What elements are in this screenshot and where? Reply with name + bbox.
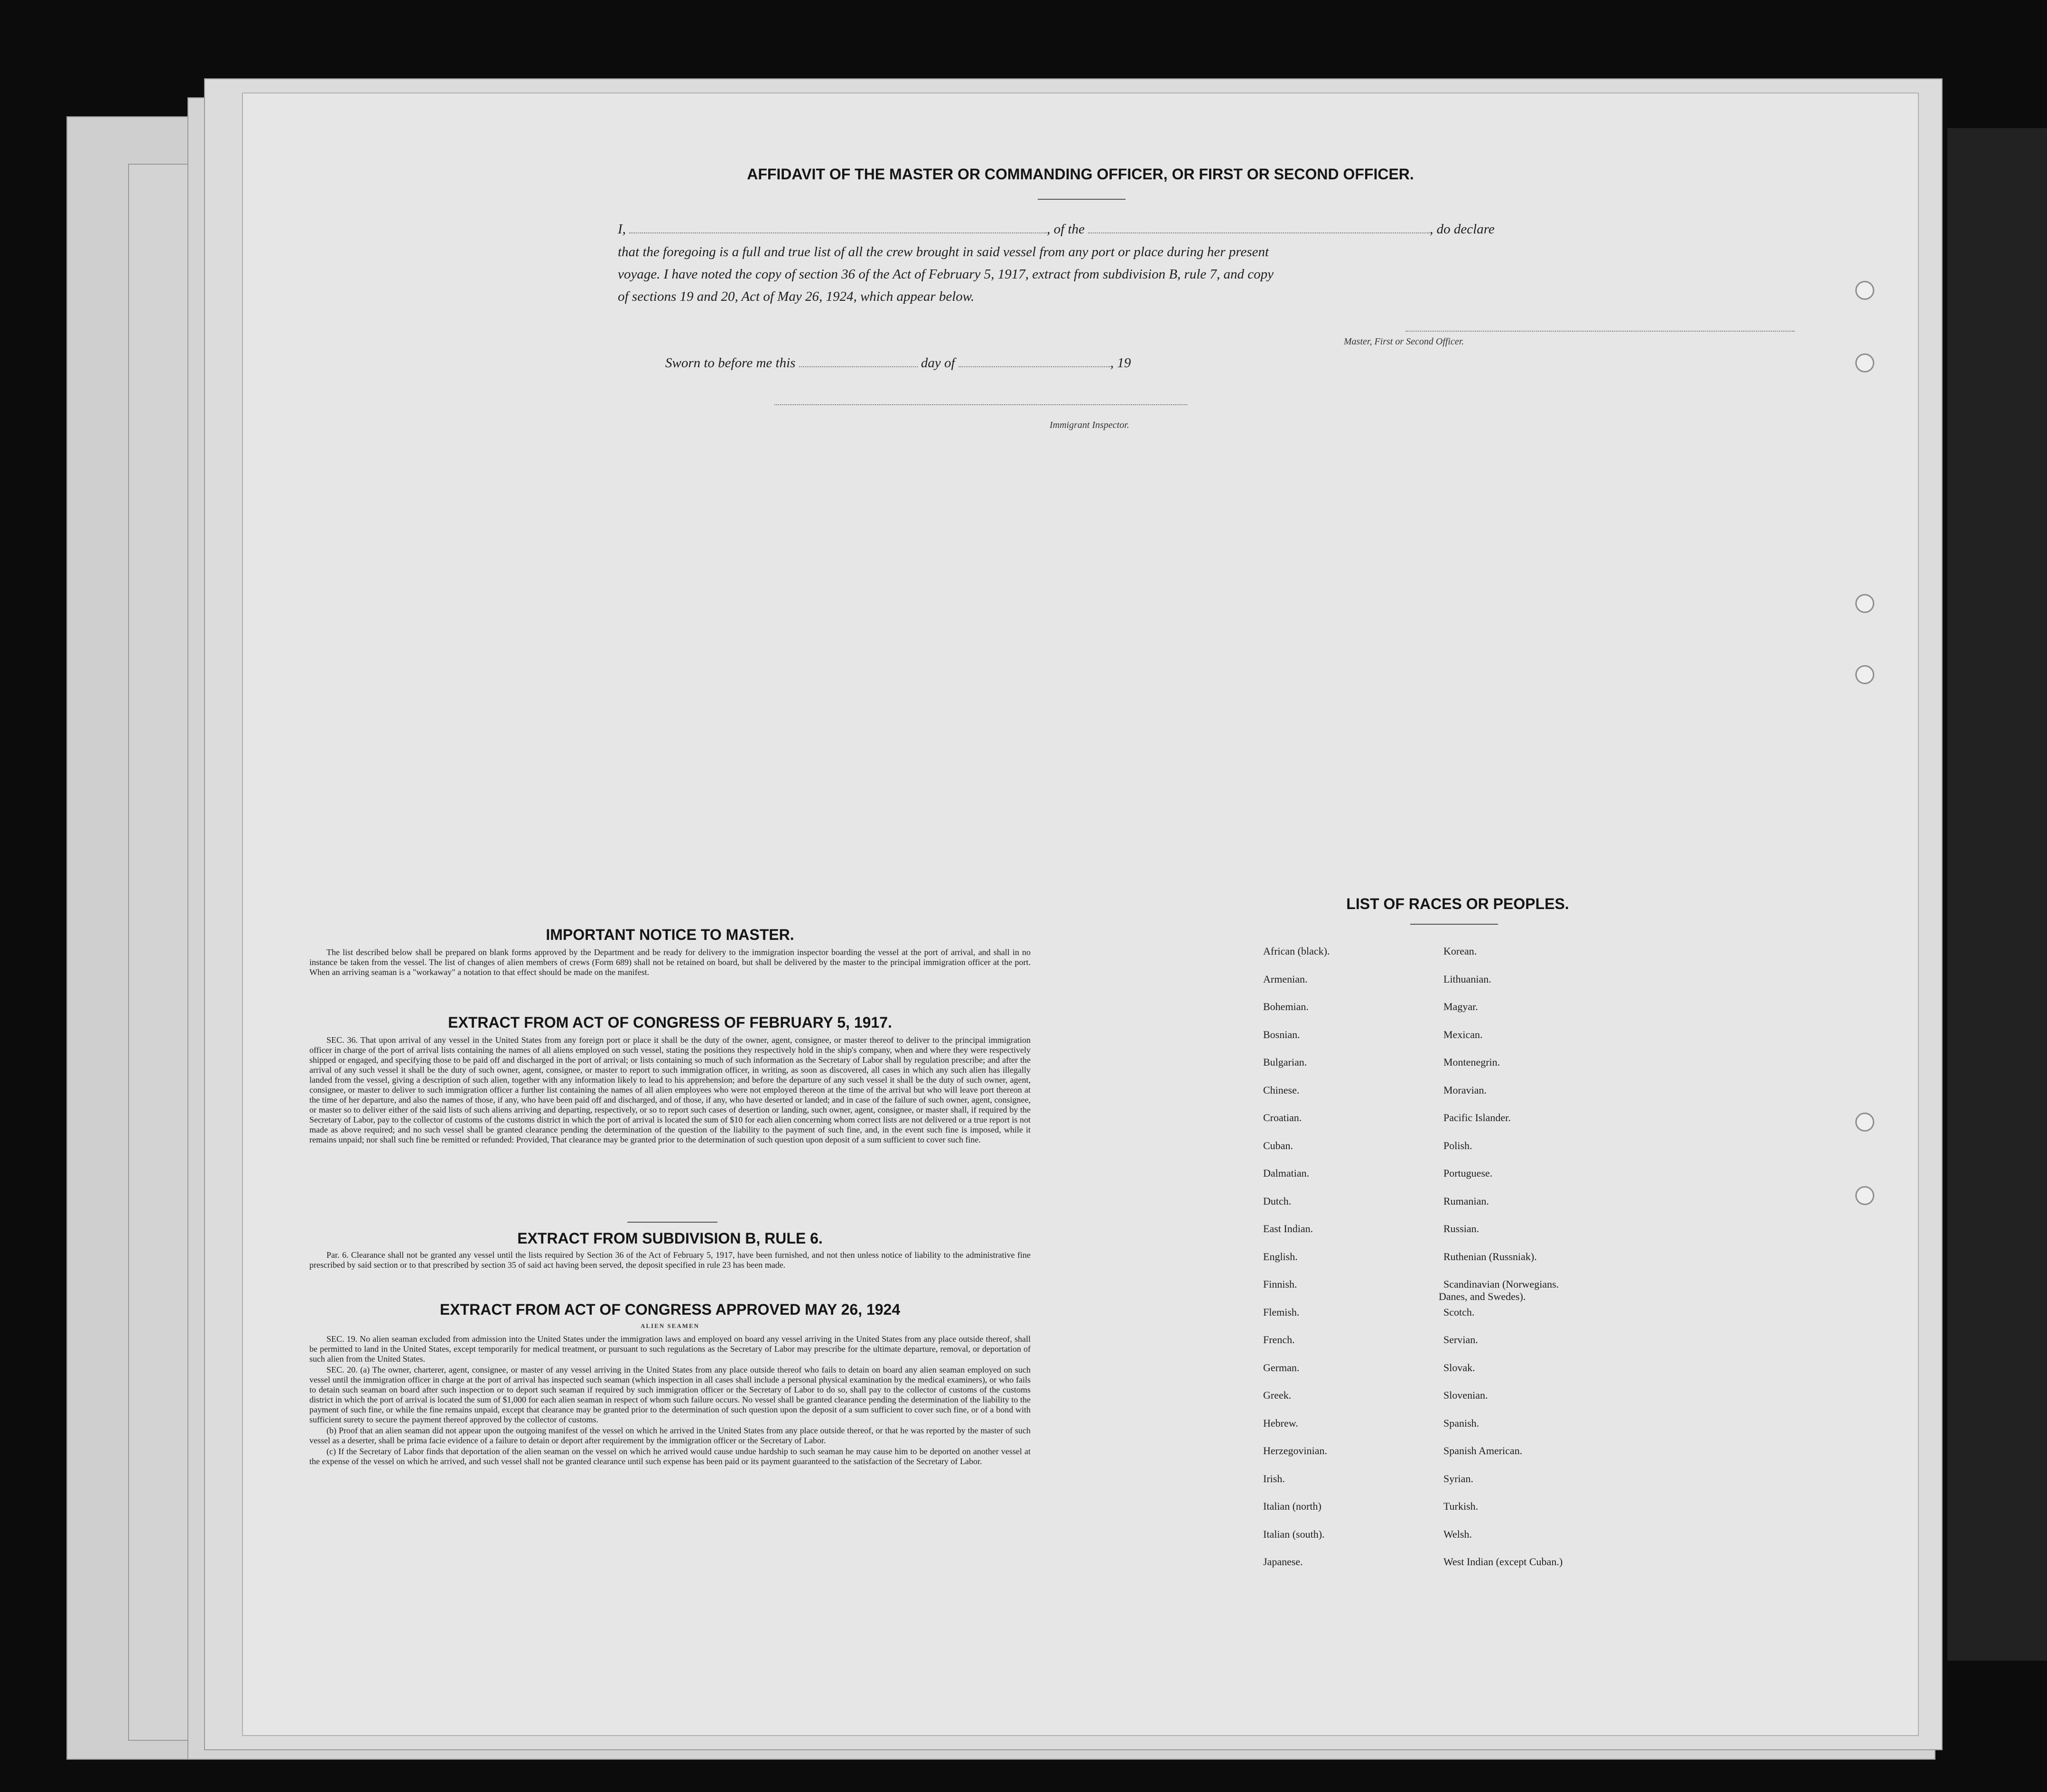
race-item: Hebrew. <box>1263 1417 1298 1429</box>
affidavit-line-4: of sections 19 and 20, Act of May 26, 1924, which appear below. <box>618 289 975 304</box>
sec-20b-paragraph: (b) Proof that an alien seaman did not appear upon the outgoing manifest of the vessel on which he arrived in the United States from any place outside thereof, or that he was reported by the master of such vessel as a deserter, shall be prima facie evidence of a failure to detain or deport after requirement by the immigration officer or the Secretary of Labor. <box>309 1426 1031 1445</box>
race-item: Finnish. <box>1263 1278 1297 1290</box>
name-field[interactable] <box>629 232 1047 233</box>
race-item: Rumanian. <box>1443 1195 1489 1207</box>
race-item: Turkish. <box>1443 1500 1479 1512</box>
sec-20a-paragraph: SEC. 20. (a) The owner, charterer, agent, consignee, or master of any vessel arriving in the United States from any place outside thereof who fails to detain on board any alien seaman employed on such vessel until the immigration officer in charge at the port of arrival has inspected such seaman (which inspection in all cases shall include a personal physical examination by the medical examiners), or who fails to detain such seaman on board after such inspection or to deport such seaman if required by such immigration officer or the Secretary of Labor to do so, shall pay to the collector of customs of the customs district in which the port of arrival is located the sum of $1,000 for each alien seaman in respect of whom such failure occurs. No vessel shall be granted clearance pending the determination of the liability to the payment of such fine, or while the fine remains unpaid, except that clearance may be granted prior to the determination of such question upon the deposit of a sum sufficient to cover such fine, or of a bond with sufficient surety to secure the payment thereof approved by the collector of customs. <box>309 1365 1031 1424</box>
do-declare-label: , do declare <box>1430 222 1495 237</box>
affidavit-line-1 <box>618 222 1495 237</box>
race-item: Cuban. <box>1263 1139 1293 1151</box>
divider <box>1038 199 1126 200</box>
race-item: Scotch. <box>1443 1306 1475 1318</box>
race-item: Irish. <box>1263 1472 1285 1485</box>
rule-6-title: EXTRACT FROM SUBDIVISION B, RULE 6. <box>517 1230 823 1247</box>
race-item: Slovenian. <box>1443 1389 1488 1401</box>
sworn-line <box>665 355 1131 371</box>
vessel-field[interactable] <box>1088 232 1430 233</box>
race-item: Russian. <box>1443 1223 1479 1235</box>
race-item: Chinese. <box>1263 1084 1300 1096</box>
officer-label: Master, First or Second Officer. <box>1344 336 1464 347</box>
race-item: Spanish American. <box>1443 1445 1523 1457</box>
race-item: Dutch. <box>1263 1195 1292 1207</box>
sec-20c-paragraph: (c) If the Secretary of Labor finds that deportation of the alien seaman on the vessel on which he arrived would cause undue hardship to such seaman he may cause him to be deported on another vessel at the expense of the vessel on which he arrived, and such vessel shall not be granted clearance until such expense has been paid or its payment guaranteed to the satisfaction of the Secretary of Labor. <box>309 1447 1031 1466</box>
race-item: Moravian. <box>1443 1084 1487 1096</box>
race-item: French. <box>1263 1334 1295 1346</box>
notice-title: IMPORTANT NOTICE TO MASTER. <box>546 926 794 943</box>
of-the-label: , of the <box>1047 222 1085 237</box>
extract-1917-title: EXTRACT FROM ACT OF CONGRESS OF FEBRUARY 5, 1917. <box>448 1014 892 1031</box>
punch-hole <box>1855 1186 1874 1205</box>
race-item: Portuguese. <box>1443 1167 1493 1179</box>
race-item: Slovak. <box>1443 1361 1475 1374</box>
inspector-signature-line[interactable] <box>774 404 1187 405</box>
race-item: Flemish. <box>1263 1306 1300 1318</box>
race-item: Croatian. <box>1263 1112 1302 1123</box>
race-item: Armenian. <box>1263 973 1308 985</box>
day-field[interactable] <box>799 366 918 367</box>
race-item: East Indian. <box>1263 1223 1313 1235</box>
punch-hole <box>1855 1113 1874 1132</box>
rule-6-text <box>309 1250 1031 1271</box>
inspector-label: Immigrant Inspector. <box>1050 420 1129 430</box>
affidavit-title: AFFIDAVIT OF THE MASTER OR COMMANDING OFFICER, OR FIRST OR SECOND OFFICER. <box>747 166 1414 183</box>
race-item: Syrian. <box>1443 1472 1473 1485</box>
punch-hole <box>1855 281 1874 300</box>
race-item: Lithuanian. <box>1443 973 1491 985</box>
race-item: Polish. <box>1443 1139 1472 1151</box>
punch-hole <box>1855 594 1874 613</box>
affidavit-line-2: that the foregoing is a full and true list of all the crew brought in said vessel from any port or place during her present <box>618 244 1269 260</box>
races-list <box>1263 945 1690 1676</box>
punch-hole <box>1855 353 1874 372</box>
month-field[interactable] <box>958 366 1110 367</box>
race-item: Bosnian. <box>1263 1028 1300 1040</box>
par-6-paragraph: Par. 6. Clearance shall not be granted any vessel until the lists required by Section 36 of the Act of February 5, 1917, have been furnished, and not then unless notice of liability to the administrative fine prescribed by said section or to that prescribed by section 35 of said act having been served, the deposit specified in rule 23 has been made. <box>309 1250 1031 1270</box>
race-item: Welsh. <box>1443 1528 1472 1540</box>
race-item: Herzegovinian. <box>1263 1445 1327 1457</box>
race-item: English. <box>1263 1250 1298 1263</box>
race-item: Magyar. <box>1443 1001 1478 1012</box>
alien-seamen-subtitle: ALIEN SEAMEN <box>640 1322 700 1329</box>
race-item: Ruthenian (Russniak). <box>1443 1250 1537 1263</box>
sec-36-paragraph: SEC. 36. That upon arrival of any vessel in the United States from any foreign port or place it shall be the duty of the owner, agent, consignee, or master thereof to deliver to the principal immigration officer in charge of the port of arrival lists containing the names of all aliens employed on such vessel, stating the positions they respectively hold in the ship's company, when and where they were respectively shipped or engaged, and specifying those to be paid off and discharged in the port of arrival; or lists containing so much of such information as the Secretary of Labor shall by regulation prescribe; and after the arrival of any such vessel it shall be the duty of such owner, agent, consignee, or master to report to such immigration officer, in writing, as soon as discovered, all cases in which any such alien has illegally landed from the vessel, giving a description of such alien, together with any information likely to lead to his apprehension; and before the departure of any such vessel it shall be the duty of such owner, agent, consignee, or master to deliver to such immigration officer a further list containing the names of all alien employees who were not employed thereon at the time of the arrival but who will leave port thereon at the time of her departure, and also the names of those, if any, who have been paid off and discharged, and of those, if any, who have deserted or landed; and in case of the failure of such owner, agent, consignee, or master so to deliver either of the said lists of such aliens arriving and departing, respectively, or so to report such cases of desertion or landing, such owner, agent, consignee, or master shall, if required by the Secretary of Labor, pay to the collector of customs of the customs district in which the port of arrival is located the sum of $10 for each alien concerning whom correct lists are not delivered or a true report is not made as above required; and no such vessel shall be granted clearance pending the determination of the question of the liability to the payment of such fine, and, in the event such fine is imposed, while it remains unpaid; nor shall such fine be remitted or refunded: Provided, That clearance may be granted prior to the determination of such question upon deposit of a sum sufficient to cover such fine. <box>309 1035 1031 1144</box>
notice-text <box>309 947 1031 978</box>
race-item: Japanese. <box>1263 1556 1303 1568</box>
race-item: Pacific Islander. <box>1443 1112 1511 1123</box>
race-item: Greek. <box>1263 1389 1292 1401</box>
extract-1917-text <box>309 1035 1031 1146</box>
race-item: Scandinavian (Norwegians. <box>1443 1278 1559 1290</box>
punch-hole <box>1855 665 1874 684</box>
manifest-page <box>242 93 1919 1736</box>
race-item: Dalmatian. <box>1263 1167 1310 1179</box>
race-item: Danes, and Swedes). <box>1439 1291 1526 1302</box>
divider <box>627 1222 717 1223</box>
year-label: , 19 <box>1110 355 1131 371</box>
day-of-label: day of <box>921 355 955 371</box>
race-item: Korean. <box>1443 945 1477 957</box>
race-item: Bulgarian. <box>1263 1056 1307 1068</box>
officer-signature-line[interactable] <box>1405 331 1795 332</box>
extract-1924-text <box>309 1334 1031 1467</box>
extract-1924-title: EXTRACT FROM ACT OF CONGRESS APPROVED MAY 26, 1924 <box>439 1301 901 1318</box>
race-item: Montenegrin. <box>1443 1056 1500 1068</box>
race-item: Bohemian. <box>1263 1001 1309 1012</box>
notice-paragraph: The list described below shall be prepared on blank forms approved by the Department and be ready for delivery to the immigration inspector boarding the vessel at the port of arrival, and shall in no instance be taken from the vessel. The list of changes of alien members of crews (Form 689) shall not be retained on board, but shall be delivered by the master to the principal immigration officer at the port. When an arriving seaman is a "workaway" a notation to that effect should be made on the manifest. <box>309 947 1031 977</box>
sworn-label: Sworn to before me this <box>665 355 796 371</box>
race-item: West Indian (except Cuban.) <box>1443 1556 1563 1568</box>
race-item: Italian (south). <box>1263 1528 1325 1540</box>
race-item: Mexican. <box>1443 1028 1483 1040</box>
races-title: LIST OF RACES OR PEOPLES. <box>1346 895 1569 912</box>
affidavit-line-3: voyage. I have noted the copy of section 36 of the Act of February 5, 1917, extract from subdivision B, rule 7, and copy <box>618 267 1274 282</box>
i-label: I, <box>618 222 626 237</box>
race-item: Spanish. <box>1443 1417 1479 1429</box>
sec-19-paragraph: SEC. 19. No alien seaman excluded from admission into the United States under the immigration laws and employed on board any vessel arriving in the United States from any place outside thereof, shall be permitted to land in the United States, except temporarily for medical treatment, or pursuant to such regulations as the Secretary of Labor may prescribe for the ultimate departure, removal, or deportation of such alien from the United States. <box>309 1334 1031 1364</box>
race-item: African (black). <box>1263 945 1330 957</box>
binder-strip <box>1947 128 2047 1661</box>
race-item: Servian. <box>1443 1334 1478 1346</box>
race-item: German. <box>1263 1361 1300 1374</box>
divider <box>1410 924 1498 925</box>
race-item: Italian (north) <box>1263 1500 1321 1512</box>
